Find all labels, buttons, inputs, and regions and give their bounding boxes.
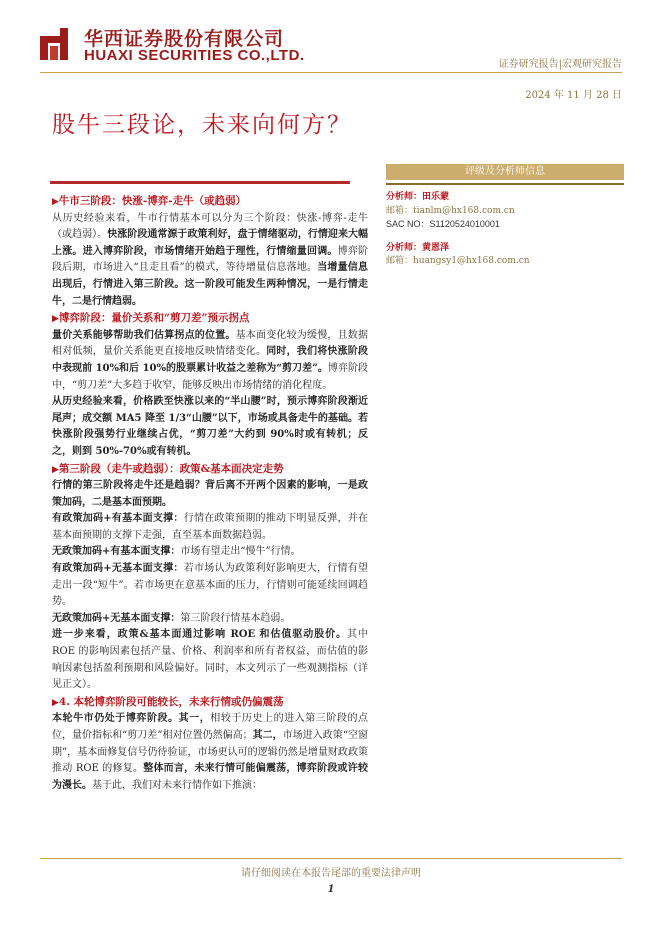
body-text: 第三阶段行情基本趋弱。 [180,612,291,624]
analyst-email[interactable]: 邮箱：tianlm@hx168.com.cn [386,205,515,216]
section-heading-text: 第三阶段（走牛或趋弱）：政策&基本面决定走势 [58,462,284,475]
emphasis-text: 无政策加码+无基本面支撑： [52,612,181,624]
body-text: 博弈阶段后期，市场进入“且走且看”的模式，等待增量信息落地。 [52,245,369,274]
triangle-bullet-icon: ▶ [52,464,59,475]
huaxi-logo-icon [40,26,74,62]
body-text: 市场有望走出“慢牛”行情。 [180,546,301,558]
body-paragraph [52,627,368,693]
triangle-bullet-icon: ▶ [52,697,59,708]
emphasis-text: 其二， [252,730,283,741]
body-text: 基于此，我们对未来行情作如下推演： [92,779,262,791]
analyst-name: 分析师：田乐蒙 [386,192,450,202]
body-paragraph [52,711,368,794]
emphasis-text: 有政策加码+无基本面支撑： [52,563,184,575]
header-divider [40,72,622,73]
sidebar-divider [386,183,624,185]
page-number: 1 [327,884,335,895]
emphasis-text: 进一步来看，政策&基本面通过影响 ROE 和估值驱动股价。 [52,629,348,641]
section-heading-text: 4. 本轮博弈阶段可能较长，未来行情或仍偏震荡 [58,695,284,708]
emphasis-text: 整体而言，未来行情可能偏震荡，博弈阶段或许较为漫长。 [52,763,369,791]
body-paragraph [52,328,368,394]
body-text: 市场进入政策“空窗期”，基本面修复信号仍待验证，市场更认可的逻辑仍然是增量财政政策推动 ROE 的修复。 [52,730,368,775]
section-heading [52,310,368,328]
body-text: 博弈阶段中，“剪刀差”大多趋于收窄，能够反映出市场情绪的消化程度。 [52,362,368,391]
analyst-card [386,242,624,269]
analyst-card [386,191,624,232]
analyst-sac-number: SAC NO：S1120524010001 [386,219,500,229]
company-name-cn: 华西证券股份有限公司 [84,28,285,50]
emphasis-text: 从历史经验来看，价格跌至快涨以来的“半山腰”时，预示博弈阶段渐近尾声；成交额 MA5 降至 1/3“山腰”以下，市场或具备走牛的基础。若快涨阶段强势行业继续占优，“剪刀差”大约到 90%时或有转机；反之，则到 50%-70%或有转机。 [52,396,368,457]
footer-divider [40,858,622,859]
body-paragraph [52,511,368,544]
body-text: 从历史经验来看，牛市行情基本可以分为三个阶段：快涨-博弈-走牛（或趋弱）。 [52,212,368,241]
triangle-bullet-icon: ▶ [52,197,59,207]
analyst-name: 分析师：黄恩泽 [386,242,450,253]
body-text: 基本面变化较为缓慢，且数据相对低频，量价关系能更直接地反映情绪变化。 [52,329,369,358]
sidebar-heading: 评级及分析师信息 [386,164,624,180]
emphasis-text: 无政策加码+有基本面支撑： [52,546,181,558]
emphasis-text: 有政策加码+有基本面支撑： [52,513,184,525]
section-heading [52,193,368,211]
body-text: 相较于历史上的进入第三阶段的点位，量价指标和“剪刀差”相对位置仍然偏高； [52,713,369,741]
emphasis-text: 快涨阶段通常源于政策利好，盘于情绪驱动，行情迎来大幅上涨。进入博弈阶段，市场情绪开始趋于理性，行情缩量回调。 [52,229,369,257]
body-paragraph [52,611,368,628]
body-paragraph [52,544,368,561]
body-text: 其中 ROE 的影响因素包括产量、价格、利润率和所有者权益，而估值的影响因素包括盈利预期和风险偏好。同时，本文列示了一些观测指标（详见正文）。 [52,629,369,691]
triangle-bullet-icon: ▶ [52,314,59,325]
report-type: 证券研究报告|宏观研究报告 [498,59,622,70]
body-paragraph [52,211,368,311]
summary-body [52,193,368,794]
emphasis-text: 同时，我们将快涨阶段中表现前 10%和后 10%的股票累计收益之差称为“剪刀差”。 [52,346,369,374]
report-date: 2024 年 11 月 28 日 [525,90,622,101]
body-text: 若市场认为政策利好影响更大，行情有望走出一段“短牛”。若市场更在意基本面的压力，行情则可能延续回调趋势。 [52,563,368,608]
company-name-en: HUAXI SECURITIES CO.,LTD. [84,47,305,64]
emphasis-text: 量价关系能够帮助我们估算拐点的位置。 [52,329,236,341]
section-heading [52,694,368,712]
page-title: 股牛三段论，未来向何方？ [52,112,352,138]
section-heading-text: 博弈阶段：量价关系和“剪刀差”预示拐点 [58,312,250,325]
emphasis-text: 本轮牛市仍处于博弈阶段。其一， [52,713,211,725]
body-paragraph [52,478,368,511]
section-heading [52,461,368,479]
body-text: 行情在政策预期的推动下明显反弹，并在基本面预期的支撑下走强，直至基本面数据趋弱。 [52,513,368,541]
title-underline [50,181,350,184]
emphasis-text: 当增量信息出现后，行情进入第三阶段。这一阶段可能发生两种情况，一是行情走牛，二是行情趋弱。 [52,262,368,307]
analyst-sidebar [386,164,624,269]
section-heading-text: 牛市三阶段：快涨-博弈-走牛（或趋弱） [58,195,247,207]
body-paragraph [52,561,368,611]
footer-disclaimer[interactable]: 请仔细阅读在本报告尾部的重要法律声明 [241,868,421,879]
analyst-email[interactable]: 邮箱：huangsy1@hx168.com.cn [386,256,530,266]
body-paragraph [52,394,368,460]
emphasis-text: 行情的第三阶段将走牛还是趋弱？背后离不开两个因素的影响，一是政策加码，二是基本面预期。 [52,480,368,508]
